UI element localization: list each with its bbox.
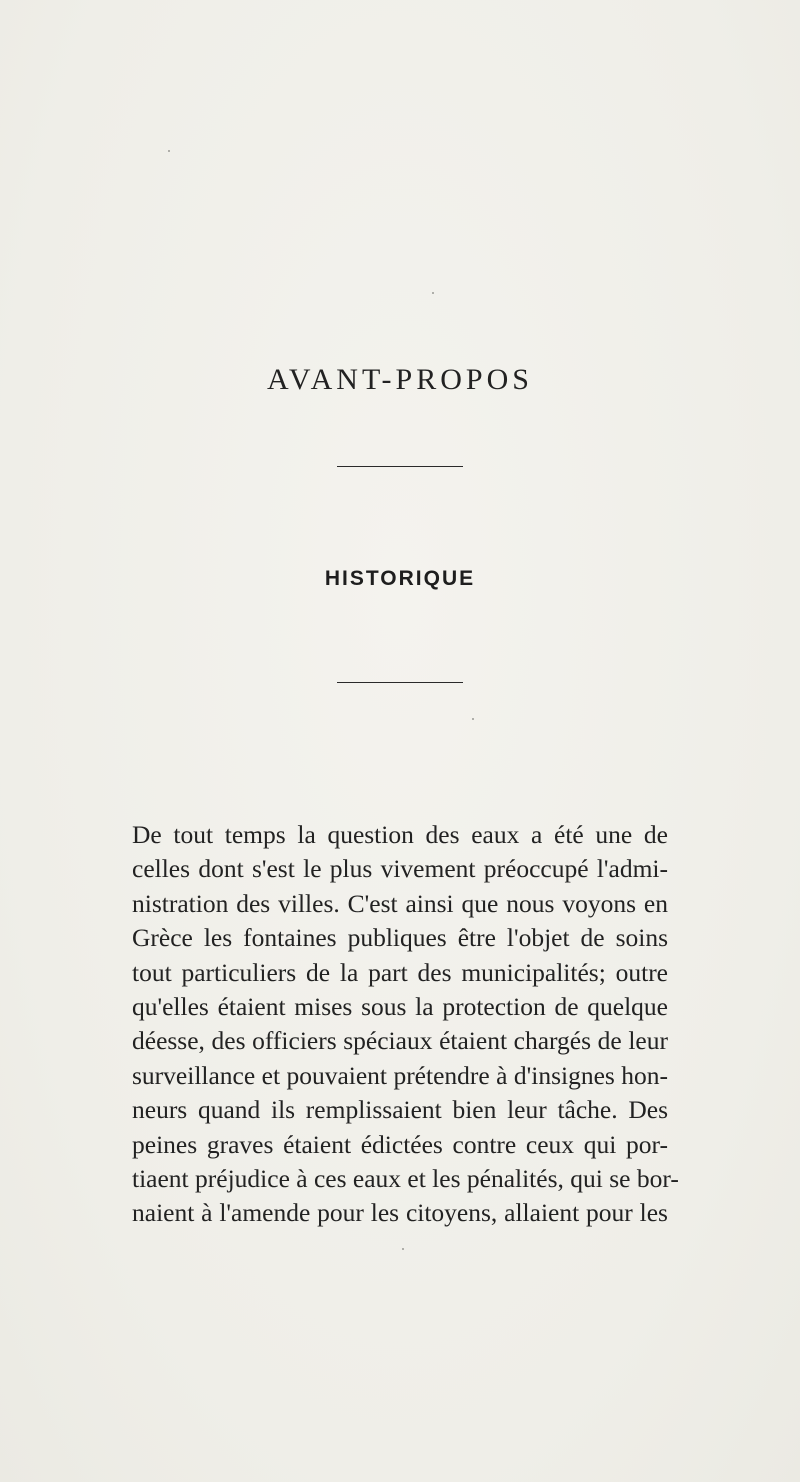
body-paragraph (132, 818, 679, 1231)
text-line: peines graves étaient édictées contre ceux qui por- (132, 1129, 668, 1159)
section-heading: HISTORIQUE (324, 567, 476, 590)
text-line: qu'elles étaient mises sous la protection de quelque (132, 991, 668, 1021)
paper-speck (168, 150, 170, 152)
decorative-rule-top (337, 466, 463, 467)
text-line: tout particuliers de la part des municipalités; outre (132, 957, 668, 987)
text-line: déesse, des officiers spéciaux étaient chargés de leur (132, 1026, 668, 1056)
text-line: De tout temps la question des eaux a été une de (132, 820, 668, 849)
paper-speck (402, 1248, 404, 1250)
text-line: nistration des villes. C'est ainsi que nous voyons en (132, 888, 668, 918)
paper-speck (432, 292, 434, 294)
decorative-rule-bottom (337, 682, 463, 683)
text-line: neurs quand ils remplissaient bien leur tâche. Des (132, 1095, 668, 1125)
text-line: celles dont s'est le plus vivement préoccupé l'admi- (132, 854, 668, 884)
text-line: Grèce les fontaines publiques être l'objet de soins (132, 923, 668, 953)
page-title: AVANT-PROPOS (267, 363, 533, 396)
paper-speck (472, 718, 474, 720)
text-line: naient à l'amende pour les citoyens, allaient pour les (132, 1198, 668, 1228)
text-line: tiaent préjudice à ces eaux et les pénalités, qui se bor- (132, 1163, 679, 1193)
text-line: surveillance et pouvaient prétendre à d'insignes hon- (132, 1060, 668, 1090)
